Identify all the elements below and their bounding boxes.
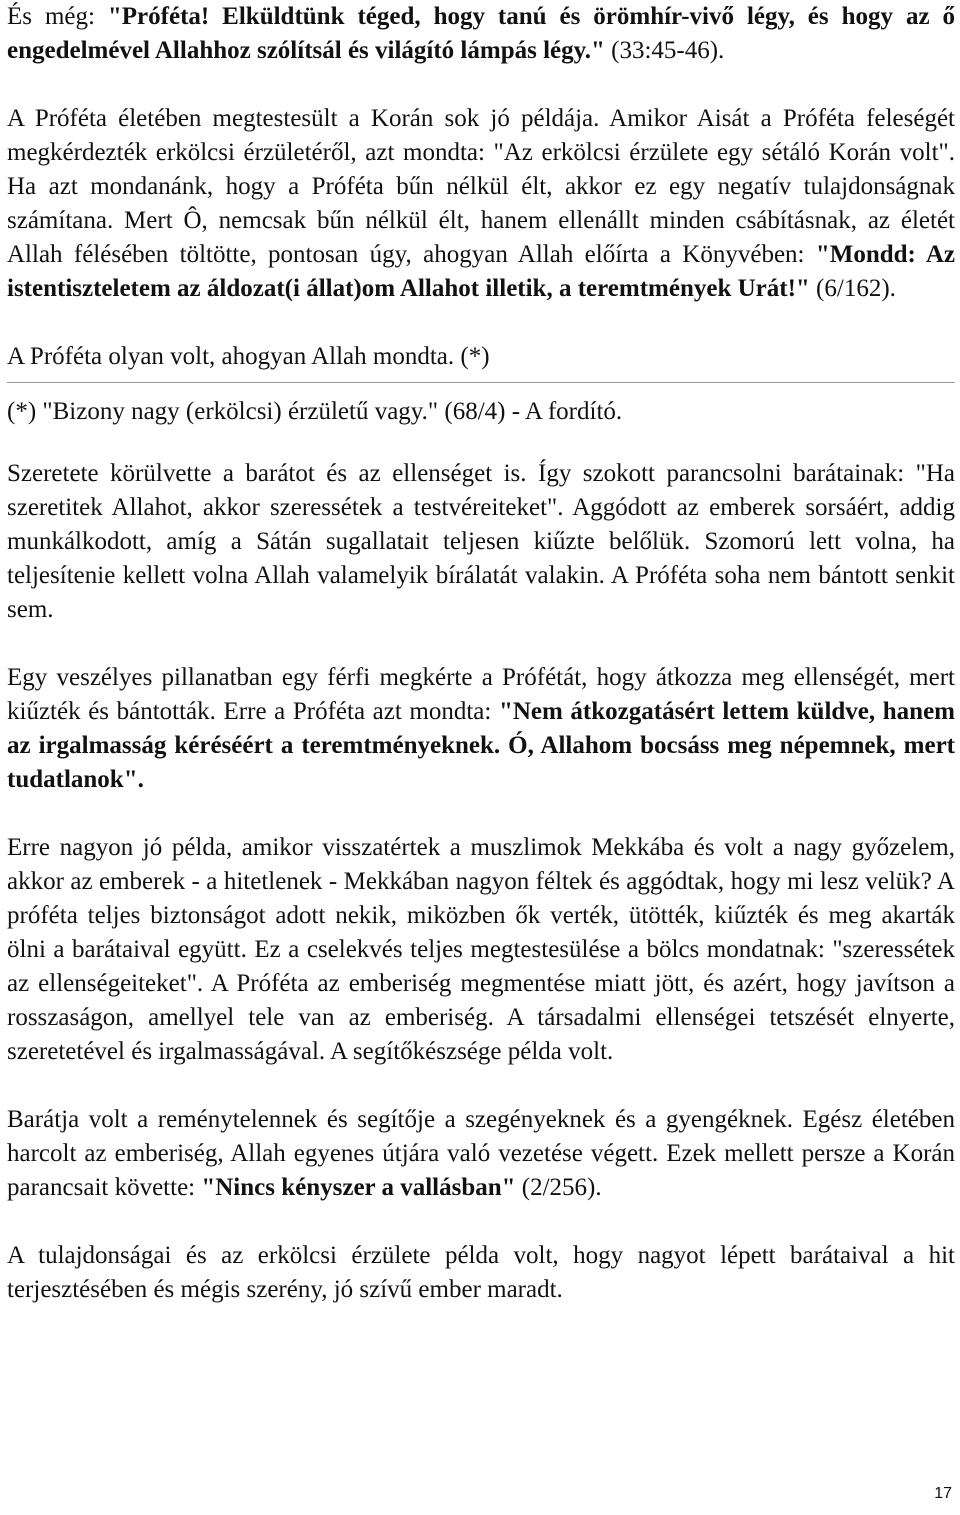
paragraph-4: Szeretete körülvette a barátot és az ellenséget is. Így szokott parancsolni barátainak: "Ha szeretitek Allahot, akkor szeressétek a testvéreiteket". Aggódott az emberek sorsáért, addig munkálkodott, amíg a Sátán sugallatait teljesen kiűzte belőlük. Szomorú lett volna, ha teljesítenie kellett volna Allah valamelyik bírálatát valakin. A Próféta soha nem bántott senkit sem.: [7, 460, 955, 623]
footnote-divider: [7, 382, 955, 383]
paragraph-5-text: Egy veszélyes pillanatban egy férfi megkérte a Prófétát, hogy átkozza meg ellenségét, mert kiűzték és bántották. Erre a Próféta azt mondta:: [7, 664, 955, 725]
quran-reference: (33:45-46).: [604, 37, 725, 64]
paragraph-8: A tulajdonságai és az erkölcsi érzülete példa volt, hogy nagyot lépett barátaival a hit terjesztésében és mégis szerény, jó szívű ember maradt.: [7, 1242, 955, 1303]
paragraph-2-text: A Próféta életében megtestesült a Korán sok jó példája. Amikor Aisát a Próféta feleségét megkérdezték erkölcsi érzületéről, azt mondta: "Az erkölcsi érzülete egy sétáló Korán volt". Ha azt mondanánk, hogy a Próféta bűn nélkül élt, akkor ez egy negatív tulajdonságnak számítana. Mert Ô, nemcsak bűn nélkül élt, hanem ellenállt minden csábításnak, az életét Allah félésében töltötte, pontosan úgy, ahogyan Allah előírta a Könyvében:: [7, 105, 955, 268]
quran-quote-6-162: "Mondd: Az istentiszteletem az áldozat(i állat)om Allahot illetik, a teremtmények Urát!": [7, 241, 955, 302]
page-number: 17: [934, 1485, 952, 1502]
paragraph-3: A Próféta olyan volt, ahogyan Allah mondta. (*): [7, 343, 490, 370]
paragraph-7-text: Barátja volt a reménytelennek és segítője a szegényeknek és a gyengéknek. Egész életében harcolt az emberiség, Allah egyenes útjára való vezetése végett. Ezek mellett persze a Korán parancsait követte:: [7, 1106, 955, 1201]
prophet-quote: "Nem átkozgatásért lettem küldve, hanem az irgalmasság kéréséért a teremtményeknek. Ó, Allahom bocsáss meg népemnek, mert tudatlanok".: [7, 698, 955, 793]
paragraph-1: [7, 0, 955, 68]
document-page: [7, 0, 955, 1307]
quran-reference: (6/162).: [809, 275, 896, 302]
paragraph-5: [7, 661, 955, 797]
paragraph-1-text: És még:: [7, 3, 108, 30]
quran-quote-33-45: "Próféta! Elküldtünk téged, hogy tanú és örömhír-vivő légy, és hogy az ő engedelmével Allahhoz szólítsál és világító lámpás légy.": [7, 3, 955, 64]
paragraph-2: [7, 102, 955, 306]
paragraph-6: Erre nagyon jó példa, amikor visszatértek a muszlimok Mekkába és volt a nagy győzelem, akkor az emberek - a hitetlenek - Mekkában nagyon féltek és aggódtak, hogy mi lesz velük? A próféta teljes biztonságot adott nekik, miközben ők verték, ütötték, kiűzték és meg akarták ölni a barátaival együtt. Ez a cselekvés teljes megtestesülése a bölcs mondatnak: "szeressétek az ellenségeiteket". A Próféta az emberiség megmentése miatt jött, és azért, hogy javítson a rosszaságon, amellyel tele van az emberiség. A társadalmi ellenségei tetszését elnyerte, szeretetével és irgalmasságával. A segítőkészsége példa volt.: [7, 834, 955, 1065]
footnote: (*) "Bizony nagy (erkölcsi) érzületű vagy." (68/4) - A fordító.: [7, 398, 623, 425]
quran-quote-2-256: "Nincs kényszer a vallásban": [201, 1174, 516, 1201]
quran-reference: (2/256).: [515, 1174, 602, 1201]
paragraph-7: [7, 1103, 955, 1205]
